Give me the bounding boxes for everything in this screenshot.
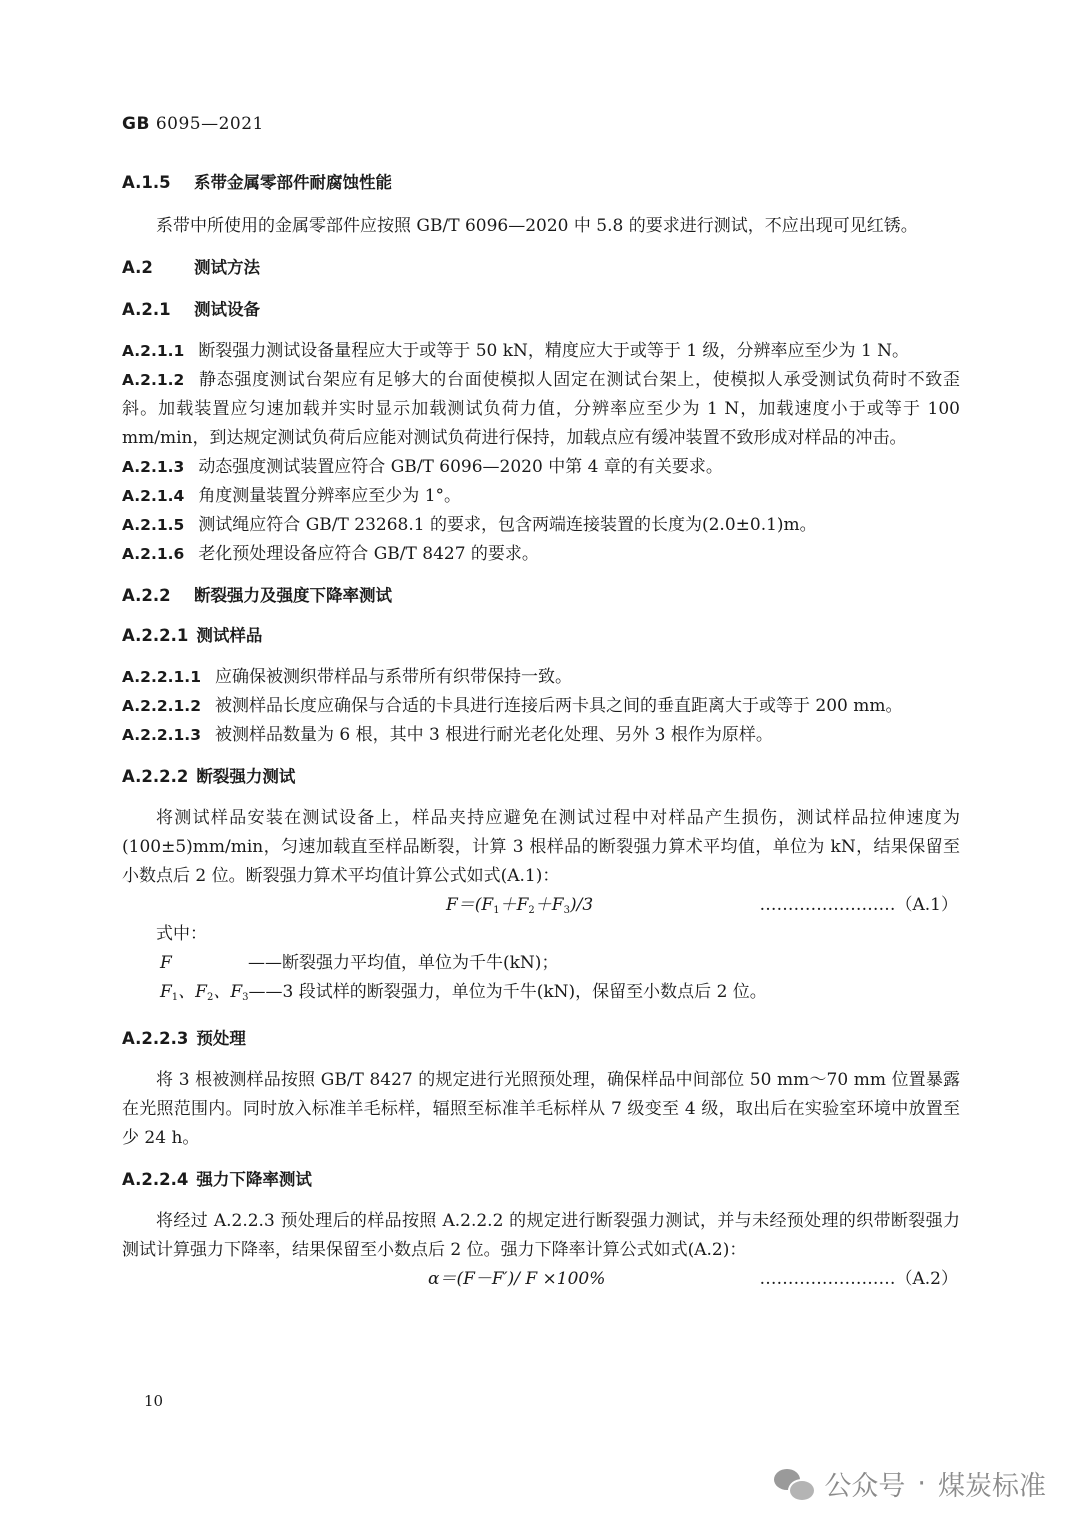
variable-f: F ——断裂强力平均值，单位为千牛(kN)； <box>160 953 559 973</box>
where-label: 式中： <box>156 924 207 944</box>
heading-a224: A.2.2.4 强力下降率测试 <box>122 1170 312 1189</box>
watermark-account-name: 煤炭标准 <box>938 1471 1046 1502</box>
wechat-icon <box>774 1467 814 1501</box>
clause-a2-1-2: A.2.1.2 静态强度测试台架应有足够大的台面使模拟人固定在测试台架上，使模拟人承受测试负荷时不致歪斜。加载装置应匀速加载并实时显示加载测试负荷力值，分辨率应至少为 1 N，加载速度小于或等于 100 mm/min，到达规定测试负荷后应能对测试负荷进行保持，加载点应有缓冲装置不致形成对样品的冲击。 <box>122 370 960 448</box>
clause-a2-2-1-3: A.2.2.1.3 被测样品数量为 6 根，其中 3 根进行耐光老化处理、另外 3 根作为原样。 <box>122 725 773 745</box>
paragraph-a15: 系带中所使用的金属零部件应按照 GB/T 6096—2020 中 5.8 的要求进行测试，不应出现可见红锈。 <box>156 216 918 236</box>
watermark-label: 公众号 <box>824 1471 906 1502</box>
clause-a2-1-5: A.2.1.5 测试绳应符合 GB/T 23268.1 的要求，包含两端连接装置的长度为(2.0±0.1)m。 <box>122 515 817 535</box>
heading-a21: A.2.1 测试设备 <box>122 300 260 319</box>
heading-a2: A.2 测试方法 <box>122 258 260 277</box>
clause-a2-1-6: A.2.1.6 老化预处理设备应符合 GB/T 8427 的要求。 <box>122 544 539 564</box>
formula-a2-tag: ……………………（A.2） <box>759 1269 958 1289</box>
watermark-separator: · <box>917 1468 926 1499</box>
heading-a221: A.2.2.1 测试样品 <box>122 626 263 645</box>
clause-a2-1-1: A.2.1.1 断裂强力测试设备量程应大于或等于 50 kN，精度应大于或等于 1 级，分辨率应至少为 1 N。 <box>122 341 910 361</box>
clause-a2-1-3: A.2.1.3 动态强度测试装置应符合 GB/T 6096—2020 中第 4 章的有关要求。 <box>122 457 723 477</box>
heading-a15: A.1.5 系带金属零部件耐腐蚀性能 <box>122 173 392 192</box>
formula-a1-expression: $F=(F_1+F_2+F_3)/3$ <box>446 895 594 916</box>
wechat-watermark <box>774 1464 1046 1503</box>
formula-a2-expression: α＝(F－F′)/ F ×100% <box>428 1269 606 1289</box>
clause-a2-2-1-1: A.2.2.1.1 应确保被测织带样品与系带所有织带保持一致。 <box>122 667 572 687</box>
variable-f123: $F_1$、$F_2$、$F_3——3$ 段试样的断裂强力，单位为千牛(kN)，保留至小数点后 2 位。 <box>160 982 767 1003</box>
paragraph-a223: 将 3 根被测样品按照 GB/T 8427 的规定进行光照预处理，确保样品中间部位 50 mm～70 mm 位置暴露在光照范围内。同时放入标准羊毛标样，辐照至标准羊毛标样从 7 级变至 4 级，取出后在实验室环境中放置至少 24 h。 <box>122 1070 960 1148</box>
heading-a222: A.2.2.2 断裂强力测试 <box>122 767 296 786</box>
paragraph-a222: 将测试样品安装在测试设备上，样品夹持应避免在测试过程中对样品产生损伤，测试样品拉伸速度为(100±5)mm/min，匀速加载直至样品断裂，计算 3 根样品的断裂强力算术平均值，单位为 kN，结果保留至小数点后 2 位。断裂强力算术平均值计算公式如式(A.1)： <box>122 808 960 886</box>
clause-a2-1-4: A.2.1.4 角度测量装置分辨率应至少为 1°。 <box>122 486 462 506</box>
formula-a2 <box>122 1265 960 1294</box>
clause-a2-2-1-2: A.2.2.1.2 被测样品长度应确保与合适的卡具进行连接后两卡具之间的垂直距离大于或等于 200 mm。 <box>122 696 903 716</box>
standard-code <box>122 114 264 134</box>
formula-a1 <box>122 891 960 920</box>
page-number: 10 <box>144 1392 164 1410</box>
heading-a223: A.2.2.3 预处理 <box>122 1029 246 1048</box>
standard-number: 6095—2021 <box>155 114 264 134</box>
paragraph-a224: 将经过 A.2.2.3 预处理后的样品按照 A.2.2.2 的规定进行断裂强力测试，并与未经预处理的织带断裂强力测试计算强力下降率，结果保留至小数点后 2 位。强力下降率计算公式如式(A.2)： <box>122 1211 960 1260</box>
heading-a22: A.2.2 断裂强力及强度下降率测试 <box>122 586 392 605</box>
document-body <box>122 170 960 1294</box>
formula-a1-tag: ……………………（A.1） <box>759 895 958 915</box>
standard-prefix: GB <box>122 114 150 134</box>
